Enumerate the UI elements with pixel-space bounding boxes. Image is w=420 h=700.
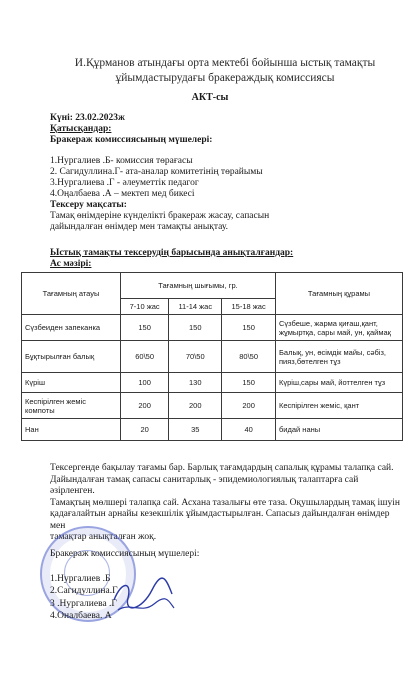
signature-name: 3 .Нургалиева .Г [50,598,117,609]
results-heading: Ыстық тамақты тексерудің барысында анықталғандар: [50,248,294,258]
purpose-text-1: Тамақ өнімдеріне күнделікті бракераж жасау, сапасын [50,211,270,221]
output-cell: 200 [169,393,222,419]
handwritten-signature [108,570,178,620]
signature-name: 2.Сагидуллина.Г [50,586,118,596]
output-cell: 35 [169,419,222,441]
act-heading: АКТ-сы [191,92,229,103]
members-heading: Бракераж комиссиясының мүшелері: [50,135,213,145]
age-group-header: 7-10 жас [121,299,169,315]
menu-table [21,272,403,441]
table-row [22,315,403,341]
title-line-2: ұйымдастырудағы бракераждық комиссиясы [115,72,335,84]
output-cell: 130 [169,373,222,393]
composition-cell: бидай наны [276,419,403,441]
dish-name: Бұқтырылған балық [22,341,121,373]
age-group-header: 11-14 жас [169,299,222,315]
signature-name: 1.Нургалиев .Б [50,573,111,584]
table-row [22,393,403,419]
output-cell: 60\50 [121,341,169,373]
date-line: Күні: 23.02.2023ж [50,113,125,123]
composition-cell: Сүзбеше, жарма қиғаш,қант, жұмыртқа, сары май, ун, қаймақ [276,315,403,341]
table-row [22,341,403,373]
age-group-header: 15-18 жас [222,299,276,315]
output-cell: 70\50 [169,341,222,373]
col-name-header: Тағамның атауы [22,273,121,315]
output-cell: 40 [222,419,276,441]
output-cell: 100 [121,373,169,393]
attendees-label: Қатысқандар: [50,124,112,134]
member-item: 3.Нургалиева .Г - әлеуметтік педагог [50,178,199,188]
output-cell: 150 [121,315,169,341]
composition-cell: Күріш,сары май, йоттелген тұз [276,373,403,393]
conclusion-line: Тексергенде бақылау тағамы бар. Барлық тағамдардың сапалық құрамы талапқа сай. [50,463,394,473]
conclusion-line: Дайындалған тамақ сапасы санитарлық - эпидемиологиялық талаптарға сай әзірленген. [50,474,359,496]
col-output-header: Тағамның шығымы, гр. [121,273,276,299]
output-cell: 150 [222,315,276,341]
purpose-text-2: дайындалған өнімдер мен тамақты анықтау. [50,222,229,232]
conclusion-line: Тамақтың мөлшері талапқа сай. Асхана тазалығы өте таза. Оқушылардың тамақ ішуін [50,497,400,508]
member-item: 2. Сагидуллина.Г- ата-аналар комитетінің төрайымы [50,167,263,177]
member-item: 1.Нургалиев .Б- комиссия төрағасы [50,156,193,166]
conclusion-line: қадағалайтын арнайы кезекшілік ұйымдастырылған. Сапасыз дайындалған өнімдер мен [50,509,390,531]
results-block [50,248,390,270]
dish-name: Күріш [22,373,121,393]
output-cell: 20 [121,419,169,441]
composition-cell: Балық, ун, өсімдік майы, сәбіз, пияз,бөтелген тұз [276,341,403,373]
members-list [50,156,390,233]
meta-block [50,113,390,146]
dish-name: Кеспірілген жеміс компоты [22,393,121,419]
menu-label: Ас мәзірі: [50,259,92,269]
member-item: 4.Оңалбаева .А – мектеп мед бикесі [50,189,195,199]
document-title [70,56,380,86]
output-cell: 200 [121,393,169,419]
table-row [22,373,403,393]
output-cell: 200 [222,393,276,419]
dish-name: Нан [22,419,121,441]
output-cell: 150 [169,315,222,341]
output-cell: 150 [222,373,276,393]
signature-heading: Бракераж комиссиясының мүшелері: [50,549,200,559]
output-cell: 80\50 [222,341,276,373]
col-composition-header: Тағамның құрамы [276,273,403,315]
dish-name: Сүзбеиден запеканка [22,315,121,341]
purpose-heading: Тексеру мақсаты: [50,200,127,210]
title-line-1: И.Құрманов атындағы орта мектебі бойынша ыстық тамақты [74,57,376,69]
signature-name: 4.Оналбаева. А [50,611,112,621]
conclusion-line: тамақтар анықталған жоқ. [50,532,157,542]
table-row [22,419,403,441]
composition-cell: Кеспірілген жеміс, қант [276,393,403,419]
